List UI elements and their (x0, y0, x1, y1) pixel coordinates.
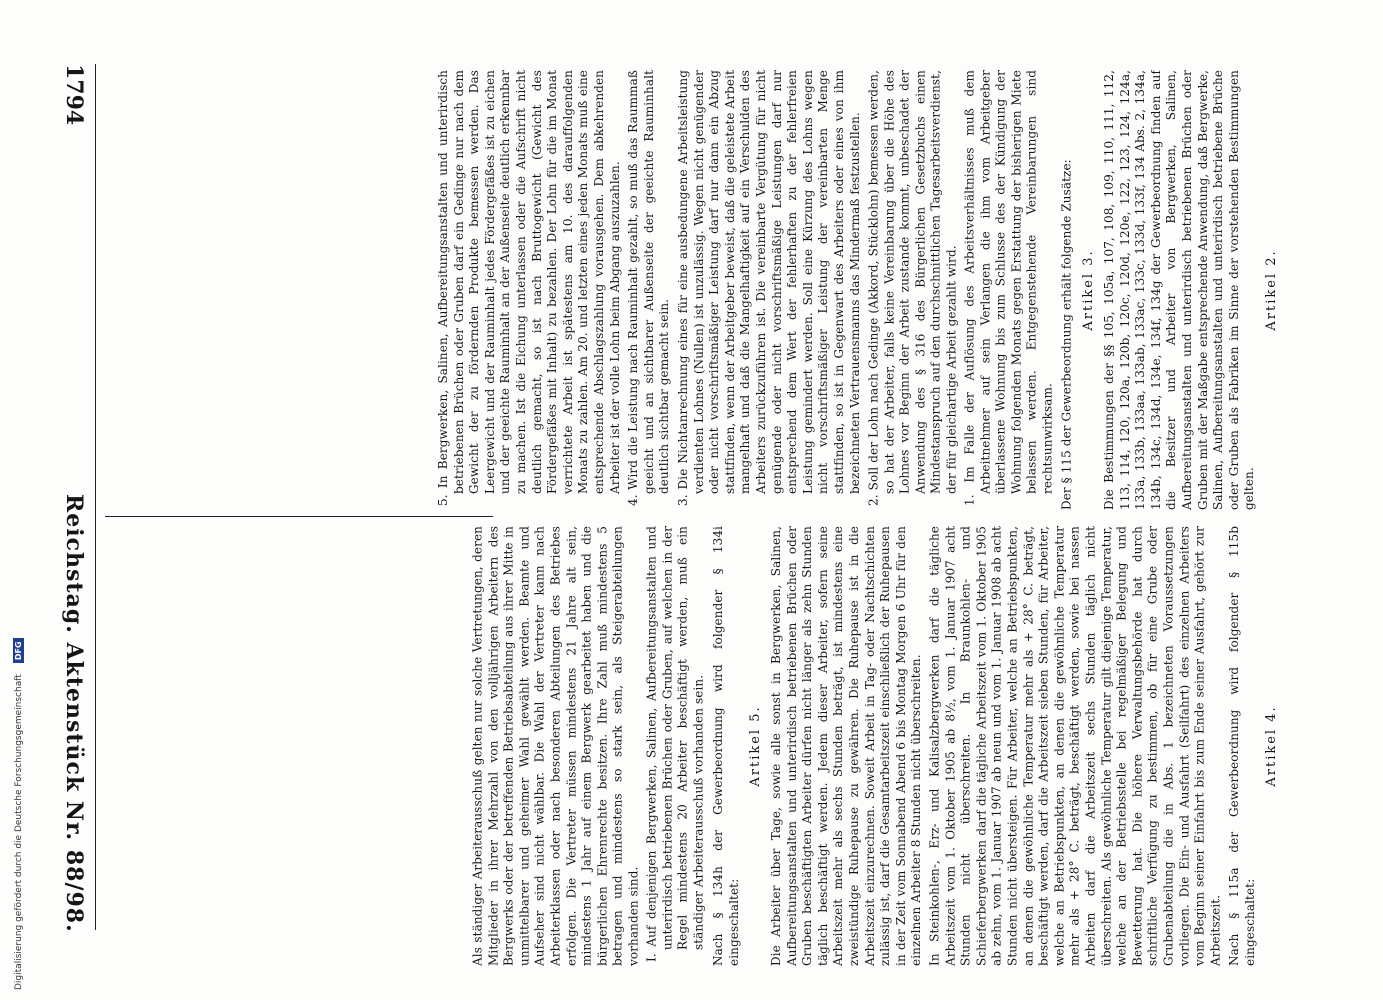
page-number: 1794 (61, 64, 87, 126)
paragraph: Der § 115 der Gewerbeordnung erhält folgende Zusätze: (1059, 159, 1074, 510)
column-divider (105, 516, 493, 517)
paragraph: 3. Die Nichtanrechnung eines für eine ausbedungene Arbeitsleistung verdienten Lohnes (Nullen) ist unzulässig. Wegen nicht genügender oder nicht vorschriftsmäßiger Leistung darf nur dann ein Abzug stattfinden, wenn der Arbeitgeber beweist, daß die geleistete Arbeit mangelhaft und daß die Mangelhaftigkeit auf ein Verschulden des Arbeiters zurückzuführen ist. Die vereinbarte Vergütung für nicht genügende oder nicht vorschriftsmäßige Leistungen darf nur entsprechend dem Wert der fehlerhaften zu der fehlerfreien Leistung gemindert werden. Soll eine Kürzung des Lohns wegen nicht vorschriftsmäßiger Leistung der vereinbarten Menge stattfinden, so ist in Gegenwart des Arbeiters oder eines von ihm bezeichneten Vertrauensmanns das Mindermaß festzustellen. (676, 70, 862, 506)
section-heading: Artikel 4. (1264, 705, 1279, 787)
running-title: Reichstag. Aktenstück Nr. 88/98. (61, 494, 87, 933)
paragraph: In Steinkohlen-, Erz- und Kalisalzbergwerken darf die tägliche Arbeitszeit vom 1. Oktober 1905 ab 8½, vom 1. Januar 1907 acht Stunden nicht überschreiten. In Braunkohlen- und Schieferbergwerken darf die tägliche Arbeitszeit vom 1. Oktober 1905 ab zehn, vom 1. Januar 1907 ab neun und vom 1. Januar 1908 ab acht Stunden nicht übersteigen. Für Arbeiter, welche an Betriebspunkten, an denen die gewöhnliche Temperatur mehr als + 28° C. beträgt, beschäftigt werden, darf die Arbeitszeit sieben Stunden, für Arbeiter, welche an Betriebspunkten, an denen die gewöhnliche Temperatur mehr als + 28° C. beträgt, beschäftigt werden, sowie bei nassen Arbeiten darf die Arbeitszeit sechs Stunden täglich nicht überschreiten. Als gewöhnliche Temperatur gilt diejenige Temperatur, welche an der Betriebsstelle bei regelmäßiger Belegung und Bewetterung hat. Die höhere Verwaltungsbehörde hat durch schriftliche Verfügung zu bestimmen, ob für eine Grube oder Grubenabteilung die in Abs. 1 bezeichneten Voraussetzungen vorliegen. Die Ein- und Ausfahrt (Seilfahrt) des einzelnen Arbeiters vom Beginn seiner Einfahrt bis zum Ende seiner Ausfahrt, gehört zur Arbeitszeit. (927, 526, 1223, 966)
section-heading: Artikel 2. (1264, 249, 1279, 331)
header-rule (95, 64, 96, 930)
paragraph: Die Bestimmungen der §§ 105, 105a, 107, 108, 109, 110, 111, 112, 113, 114, 120, 120a, 120b, 120c, 120d, 120e, 122, 123, 124, 124a, 133a, 133b, 133aa, 133ab, 133ac, 133c, 133d, 133f, 134 Abs. 2, 134a, 134b, 134c, 134d, 134e, 134f, 134g der Gewerbeordnung finden auf die Besitzer und Arbeiter von Bergwerken, Salinen, Aufbereitungsanstalten und unterirdisch betriebenen Brüchen oder Gruben mit der Maßgabe entsprechende Anwendung, daß Bergwerke, Salinen, Aufbereitungsanstalten und unterirdisch betriebene Brüche oder Gruben als Fabriken im Sinne der vorstehenden Bestimmungen gelten. (1102, 70, 1257, 510)
dfg-logo: DFG (13, 638, 24, 663)
right-column (110, 526, 1285, 966)
paragraph: 1. Im Falle der Auflösung des Arbeitsverhältnisses muß dem Arbeitnehmer auf sein Verlangen die ihm vom Arbeitgeber überlassene Wohnung bis zum Schlusse des der Kündigung der Wohnung folgenden Monats gegen Erstattung der bisherigen Miete belassen werden. Entgegenstehende Vereinbarungen sind rechtsunwirksam. (962, 70, 1055, 506)
page-header (57, 64, 87, 933)
funding-note: Digitalisierung gefördert durch die Deutsche Forschungsgemeinschaft (14, 674, 24, 990)
paragraph: I. Auf denjenigen Bergwerken, Salinen, Aufbereitungsanstalten und unterirdisch betriebenen Brüchen oder Gruben, auf welchen in der Regel mindestens 20 Arbeiter beschäftigt werden, muß ein ständiger Arbeiterausschuß vorhanden sein. (645, 526, 706, 962)
section-heading: Artikel 3. (1081, 249, 1097, 331)
paragraph: Als ständiger Arbeiterausschuß gelten nur solche Vertretungen, deren Mitglieder in ihrer Mehrzahl von den volljährigen Arbeitern des Bergwerks oder der betreffenden Betriebsabteilung aus ihrer Mitte in unmittelbarer und geheimer Wahl gewählt werden. Beamte und Aufseher sind nicht wählbar. Die Wahl der Vertreter kann nach Arbeiterklassen oder nach besonderen Abteilungen des Betriebes erfolgen. Die Vertreter müssen mindestens 21 Jahre alt sein, mindestens 1 Jahr auf einem Bergwerk gearbeitet haben und die bürgerlichen Ehrenrechte besitzen. Ihre Zahl muß mindestens 5 betragen und mindestens so stark sein, als Steigerabteilungen vorhanden sind. (470, 526, 641, 966)
section-heading: Artikel 5. (747, 705, 763, 787)
paragraph: 4. Wird die Leistung nach Rauminhalt gezahlt, so muß das Raummaß geeicht und an sichtbarer Außenseite der geeichte Rauminhalt deutlich sichtbar gemacht sein. (626, 70, 672, 506)
left-column (110, 70, 1285, 510)
paragraph: Nach § 134h der Gewerbeordnung wird folgender § 134i eingeschaltet: (710, 526, 740, 966)
digitization-note (6, 10, 24, 990)
paragraph: Nach § 115a der Gewerbeordnung wird folgender § 115b eingeschaltet: (1226, 526, 1257, 966)
paragraph: 5. In Bergwerken, Salinen, Aufbereitungsanstalten und unterirdisch betriebenen Brüchen oder Gruben darf ein Gedinge nur nach dem Gewicht der zu fördernden Produkte bemessen werden. Das Leergewicht und der Rauminhalt jedes Fördergefäßes ist zu eichen und der geeichte Rauminhalt an der Außenseite deutlich erkennbar zu machen. Ist die Eichung unterlassen oder die Aufschrift nicht deutlich gemacht, so ist nach Bruttogewicht (Gewicht des Fördergefäßes mit Inhalt) zu bezahlen. Der Lohn für die im Monat verrichtete Arbeit ist spätestens am 10. des darauffolgenden Monats zu zahlen. Am 20. und letzten eines jeden Monats muß eine entsprechende Abschlagszahlung vorausgehen. Dem abkehrenden Arbeiter ist der volle Lohn beim Abgang auszuzahlen. (436, 70, 622, 506)
paragraph: Die Arbeiter über Tage, sowie alle sonst in Bergwerken, Salinen, Aufbereitungsanstalten und unterirdisch betriebenen Brüchen oder Gruben beschäftigten Arbeiter dürfen nicht länger als zehn Stunden täglich beschäftigt werden. Jedem dieser Arbeiter, sofern seine Arbeitszeit mehr als sechs Stunden beträgt, ist mindestens eine zweistündige Ruhepause zu gewähren. Die Ruhepause ist in die Arbeitszeit einzurechnen. Soweit Arbeit in Tag- oder Nachtschichten zulässig ist, darf die Gesamtarbeitszeit einschließlich der Ruhepausen in der Zeit vom Sonnabend Abend 6 bis Montag Morgen 6 Uhr für den einzelnen Arbeiter 8 Stunden nicht überschreiten. (768, 526, 923, 966)
paragraph: 2. Soll der Lohn nach Gedinge (Akkord, Stücklohn) bemessen werden, so hat der Arbeiter, falls keine Vereinbarung über die Höhe des Lohnes vor Beginn der Arbeit zustande kommt, unbeschadet der Anwendung des § 316 des Bürgerlichen Gesetzbuchs einen Mindestanspruch auf den durchschnittlichen Tagesarbeitsverdienst, der für gleichartige Arbeit gezahlt wird. (866, 70, 959, 506)
